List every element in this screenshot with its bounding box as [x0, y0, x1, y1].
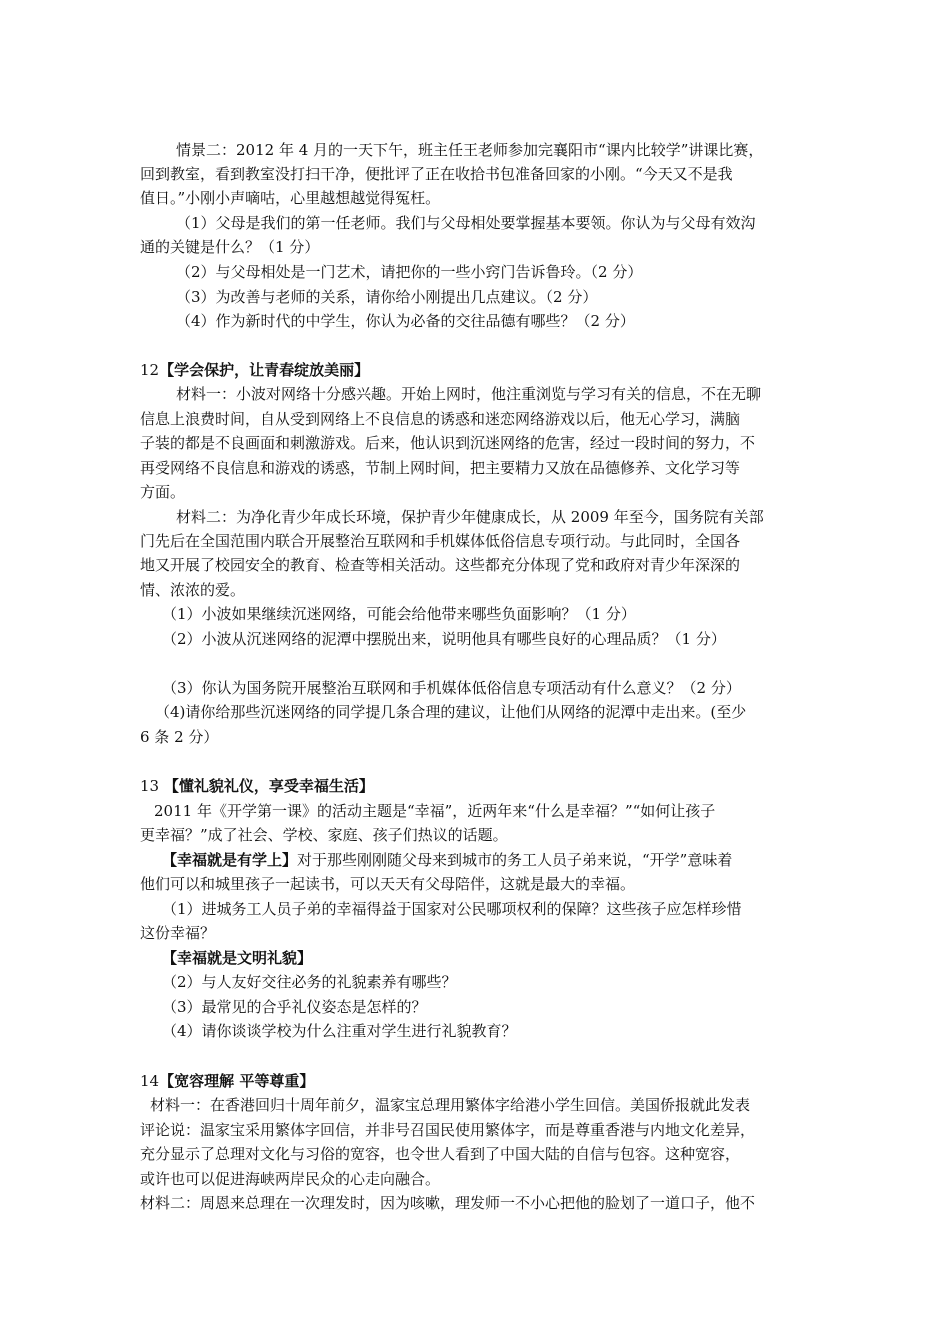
text-line: 材料二：为净化青少年成长环境，保护青少年健康成长，从 2009 年至今，国务院有关部 — [176, 508, 764, 526]
text-line: 13 【懂礼貌礼仪，享受幸福生活】 — [140, 777, 374, 795]
text-line: 值日。”小刚小声嘀咕，心里越想越觉得冤枉。 — [140, 189, 441, 207]
text-line: 这份幸福？ — [140, 924, 216, 942]
section-heading: 【幸福就是文明礼貌】 — [162, 949, 313, 967]
text-line: 14【宽容理解 平等尊重】 — [140, 1072, 315, 1090]
text-line: 回到教室，看到教室没打扫干净，便批评了正在收拾书包准备回家的小刚。“今天又不是我 — [140, 165, 733, 183]
text-line: 材料一：小波对网络十分感兴趣。开始上网时，他注重浏览与学习有关的信息，不在无聊 — [176, 385, 762, 403]
text-line: 充分显示了总理对文化与习俗的宽容，也令世人看到了中国大陆的自信与包容。这种宽容， — [140, 1145, 741, 1163]
section-heading: 【幸福就是有学上】 — [162, 851, 298, 869]
text-line: （3）最常见的合乎礼仪姿态是怎样的？ — [162, 998, 427, 1016]
text-line: 他们可以和城里孩子一起读书，可以天天有父母陪伴，这就是最大的幸福。 — [140, 875, 636, 893]
text-line: 更幸福？”成了社会、学校、家庭、孩子们热议的话题。 — [140, 826, 508, 844]
text-line: （2）与人友好交往必务的礼貌素养有哪些？ — [162, 973, 457, 991]
text-line: 材料一：在香港回归十周年前夕，温家宝总理用繁体字给港小学生回信。美国侨报就此发表 — [150, 1096, 751, 1114]
text-line: （4）请你谈谈学校为什么注重对学生进行礼貌教育？ — [162, 1022, 517, 1040]
text-line: 情景二：2012 年 4 月的一天下午，班主任王老师参加完襄阳市“课内比较学”讲课比赛， — [176, 141, 764, 159]
section-heading: 【学会保护，让青春绽放美丽】 — [159, 361, 370, 379]
text-line: 评论说：温家宝采用繁体字回信，并非号召国民使用繁体字，而是尊重香港与内地文化差异， — [140, 1121, 756, 1139]
text-line: 子装的都是不良画面和刺激游戏。后来，他认识到沉迷网络的危害，经过一段时间的努力，不 — [140, 434, 756, 452]
text-line — [162, 946, 312, 971]
section-heading: 【懂礼貌礼仪，享受幸福生活】 — [163, 777, 374, 795]
text-line: （1）小波如果继续沉迷网络，可能会给他带来哪些负面影响？（1 分） — [162, 605, 636, 623]
text-line: 地又开展了校园安全的教育、检查等相关活动。这些都充分体现了党和政府对青少年深深的 — [140, 556, 741, 574]
text-line: 【幸福就是有学上】对于那些刚刚随父母来到城市的务工人员子弟来说，“开学”意味着 — [162, 851, 733, 869]
text-line: （3）为改善与老师的关系，请你给小刚提出几点建议。（2 分） — [176, 288, 598, 306]
text-line: 再受网络不良信息和游戏的诱惑，节制上网时间，把主要精力又放在品德修养、文化学习等 — [140, 459, 741, 477]
text-line: 方面。 — [140, 483, 186, 501]
text-line: 6 条 2 分） — [140, 728, 219, 746]
text-line: 12【学会保护，让青春绽放美丽】 — [140, 361, 370, 379]
text-line: （1）进城务工人员子弟的幸福得益于国家对公民哪项权利的保障？这些孩子应怎样珍惜 — [162, 900, 742, 918]
text-line: 信息上浪费时间，自从受到网络上不良信息的诱惑和迷恋网络游戏以后，他无心学习，满脑 — [140, 410, 741, 428]
text-line: （3）你认为国务院开展整治互联网和手机媒体低俗信息专项活动有什么意义？（2 分） — [162, 679, 741, 697]
text-line: （4）作为新时代的中学生，你认为必备的交往品德有哪些？（2 分） — [176, 312, 635, 330]
text-line: （1）父母是我们的第一任老师。我们与父母相处要掌握基本要领。你认为与父母有效沟 — [176, 214, 756, 232]
text-line: 材料二：周恩来总理在一次理发时，因为咳嗽，理发师一不小心把他的脸划了一道口子，他不 — [140, 1194, 756, 1212]
text-line: 通的关键是什么？（1 分） — [140, 238, 320, 256]
text-line: 或许也可以促进海峡两岸民众的心走向融合。 — [140, 1170, 441, 1188]
text-line: 2011 年《开学第一课》的活动主题是“幸福”，近两年来“什么是幸福？”“如何让孩子 — [154, 802, 716, 820]
text-line: 门先后在全国范围内联合开展整治互联网和手机媒体低俗信息专项行动。与此同时，全国各 — [140, 532, 741, 550]
section-heading: 【宽容理解 平等尊重】 — [159, 1072, 315, 1090]
text-line: （4)请你给那些沉迷网络的同学提几条合理的建议，让他们从网络的泥潭中走出来。(至少 — [155, 703, 747, 721]
text-line: （2）小波从沉迷网络的泥潭中摆脱出来，说明他具有哪些良好的心理品质？（1 分） — [162, 630, 726, 648]
text-line: （2）与父母相处是一门艺术，请把你的一些小窍门告诉鲁玲。（2 分） — [176, 263, 643, 281]
text-line: 情、浓浓的爱。 — [140, 581, 246, 599]
